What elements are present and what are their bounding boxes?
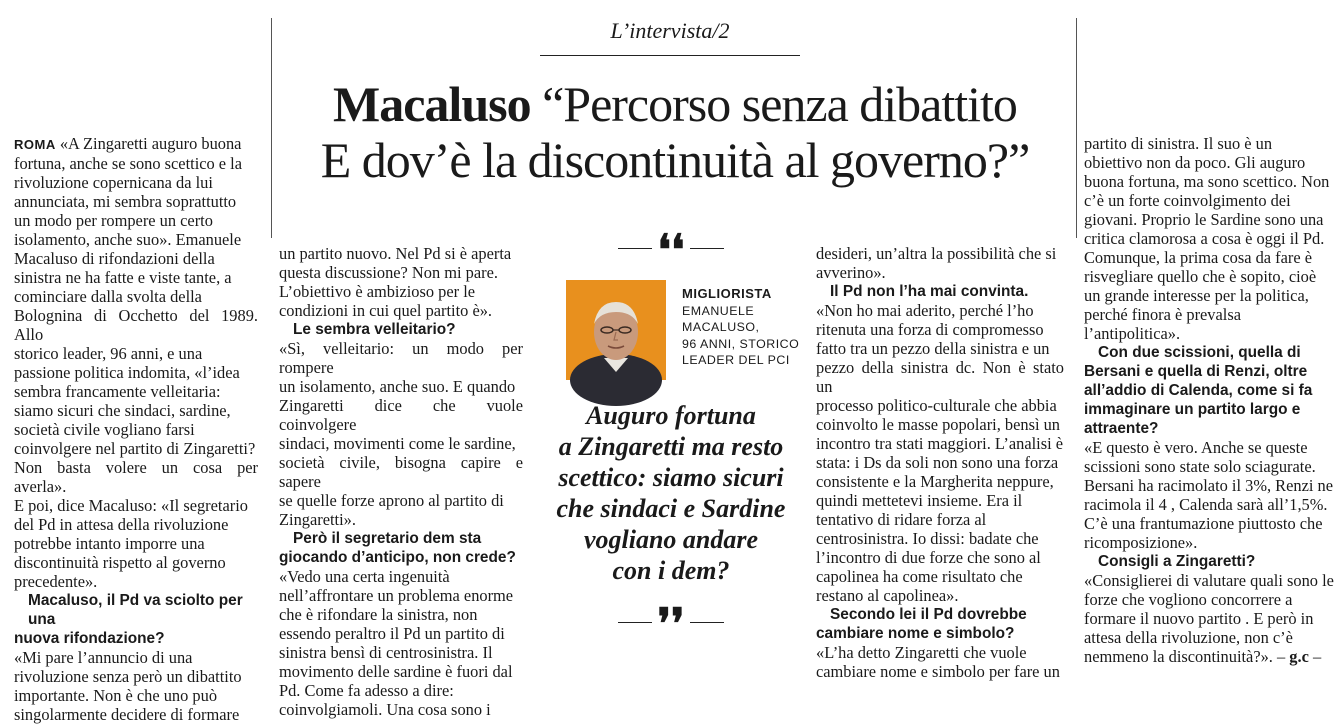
interview-question: Le sembra velleitario? xyxy=(293,321,456,338)
article-column-2: un partito nuovo. Nel Pd si è aperta questa discussione? Non mi pare. L’obiettivo è ambizioso per le condizioni in cui quel partito è». Le sembra velleitario? «Sì, velleitario: un modo per rompere un isolamento, anche suo. E quando Zingaretti dice che vuole coinvolgere sindaci, movimenti come le sardine, società civile, bisogna capire e sapere se quelle forze aprono al partito di Zingaretti». Però il segretario dem sta giocando d’anticipo, non crede? «Vedo una certa ingenuità nell’affrontare un problema enorme che è rifondare la sinistra, non essendo peraltro il Pd un partito di sinistra bensì di centrosinistra. Il movimento delle sardine è fuori dal Pd. Come fa adesso a dire: coinvolgiamoli. Una cosa sono i xyxy=(279,244,523,719)
interview-question: Consigli a Zingaretti? xyxy=(1098,553,1256,570)
interview-question: Macaluso, il Pd va sciolto per una xyxy=(28,592,243,628)
close-quote-mark: ❜❜ xyxy=(540,610,802,640)
headline xyxy=(290,76,1060,188)
interview-question: giocando d’anticipo, non crede? xyxy=(279,549,516,566)
pull-quote: Auguro fortuna a Zingaretti ma resto scettico: siamo sicuri che sindaci e Sardine vogliano andare con i dem? xyxy=(556,401,786,585)
headline-name: Macaluso xyxy=(333,76,531,132)
article-column-3: desideri, un’altra la possibilità che si avverino». Il Pd non l’ha mai convinta. «Non ho mai aderito, perché l’ho ritenuta una forza di compromesso fatto tra un pezzo della sinistra e un pezzo della sinistra dc. Non è stato un processo politico-culturale che abbia coinvolto le masse popolari, bensì un incontro tra stati maggiori. L’analisi è stata: i Ds da soli non sono una forza consistente e la Margherita neppure, quindi mettetevi insieme. Era il tentativo di ridare forza al centrosinistra. Io dissi: badate che l’incontro di due forze che sono al capolinea ha come risultato che restano al capolinea». Secondo lei il Pd dovrebbe cambiare nome e simbolo? «L’ha detto Zingaretti che vuole cambiare nome e simbolo per fare un xyxy=(816,244,1064,681)
interview-question: Però il segretario dem sta xyxy=(293,530,482,547)
avatar xyxy=(566,280,666,380)
subject-bio: MIGLIORISTA EMANUELE MACALUSO, 96 ANNI, STORICO LEADER DEL PCI xyxy=(682,286,812,369)
headline-line-1: Macaluso “Percorso senza dibattito xyxy=(333,76,1017,132)
headline-line-2: E dov’è la discontinuità al governo?” xyxy=(320,132,1030,188)
author-signature: g.c xyxy=(1289,647,1309,666)
interview-question: all’addio di Calenda, come si fa xyxy=(1084,382,1313,399)
open-quote-mark: ❛❛ xyxy=(540,236,802,266)
sidebar-box xyxy=(540,228,802,648)
kicker-underline xyxy=(540,55,800,56)
interview-question: nuova rifondazione? xyxy=(14,630,165,647)
interview-question: immaginare un partito largo e xyxy=(1084,401,1301,418)
column-rule-right xyxy=(1076,18,1077,238)
interview-question: Bersani e quella di Renzi, oltre xyxy=(1084,363,1308,380)
interview-question: Il Pd non l’ha mai convinta. xyxy=(830,283,1029,300)
interview-question: cambiare nome e simbolo? xyxy=(816,625,1015,642)
portrait-image xyxy=(566,280,666,380)
section-kicker: L’intervista/2 xyxy=(610,18,730,43)
article-column-1: ROMA «A Zingaretti auguro buona fortuna, anche se sono scettico e la rivoluzione copernicana da lui annunciata, mi sembra soprattutto un modo per rompere un certo isolamento, anche suo». Emanuele Macaluso di rifondazioni della sinistra ne ha fatte e viste tante, a cominciare dalla svolta della Bolognina di Occhetto del 1989. Allo storico leader, 96 anni, e una passione politica indomita, «l’idea sembra francamente velleitaria: siamo sicuri che sindaci, sardine, società civile vogliano farsi coinvolgere nel partito di Zingaretti? Non basta volere un cosa per averla». E poi, dice Macaluso: «Il segretario del Pd in attesa della rivoluzione potrebbe intanto imporre una discontinuità rispetto al governo precedente». Macaluso, il Pd va sciolto per una nuova rifondazione? «Mi pare l’annuncio di una rivoluzione senza però un dibattito importante. Non è che uno può singolarmente decidere di formare xyxy=(14,134,258,724)
interview-question: attraente? xyxy=(1084,420,1159,437)
bio-label: MIGLIORISTA xyxy=(682,286,772,301)
article-column-4: partito di sinistra. Il suo è un obiettivo non da poco. Gli auguro buona fortuna, ma sono scettico. Non c’è un forte coinvolgimento dei giovani. Proprio le Sardine sono una critica clamorosa a cosa è oggi il Pd. Comunque, la prima cosa da fare è risvegliare quello che è sopito, cioè un grande interesse per la politica, perché finora è prevalsa l’antipolitica». Con due scissioni, quella di Bersani e quella di Renzi, oltre all’addio di Calenda, come si fa immaginare un partito largo e attraente? «E questo è vero. Anche se queste scissioni sono state solo sciagurate. Bersani ha racimolato il 3%, Renzi ne racimola il 4 , Calenda sarà all’1,5%. C’è una frantumazione piuttosto che ricomposizione». Consigli a Zingaretti? «Consiglierei di valutare quali sono le forze che vogliono concorrere a formare il nuovo partito . E però in attesa della rivoluzione, non c’è nemmeno la discontinuità?». – g.c – xyxy=(1084,134,1336,666)
interview-question: Con due scissioni, quella di xyxy=(1098,344,1301,361)
dateline: ROMA xyxy=(14,137,56,152)
interview-question: Secondo lei il Pd dovrebbe xyxy=(830,606,1027,623)
column-rule-left xyxy=(271,18,272,238)
